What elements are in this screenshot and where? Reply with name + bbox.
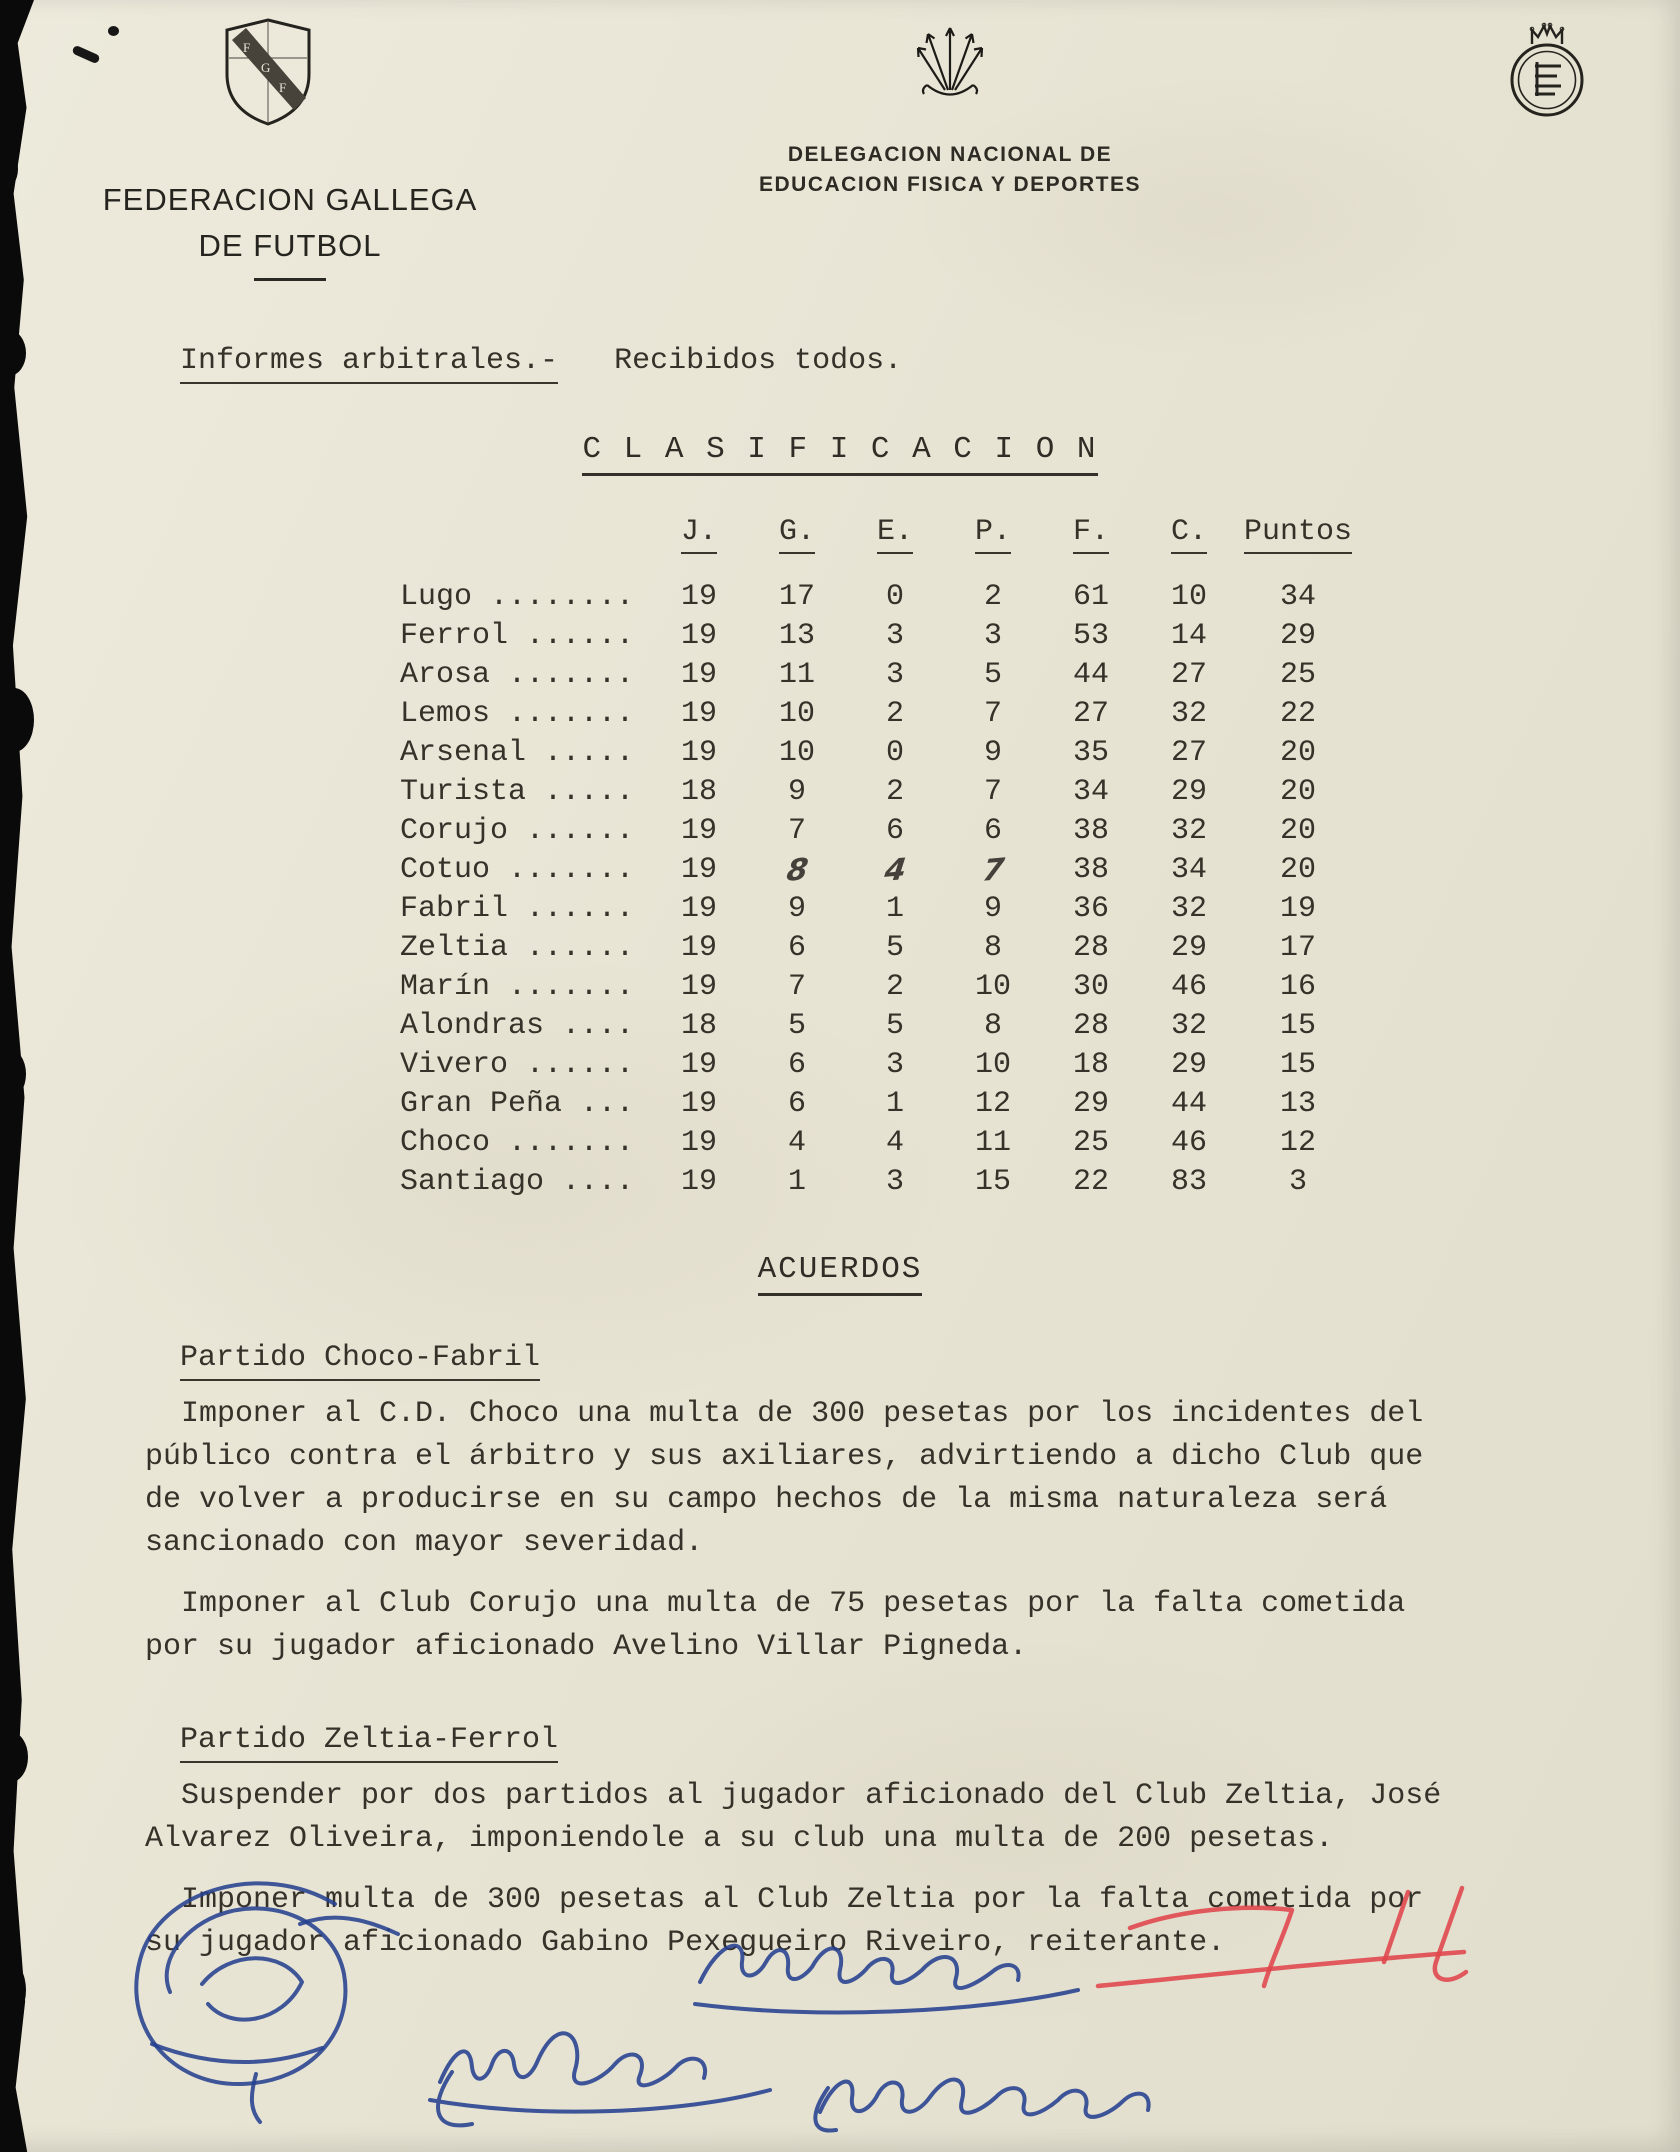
signature-2 <box>440 2033 705 2085</box>
stat-drawn: 4 <box>885 1126 904 1160</box>
stat-played: 19 <box>680 697 717 731</box>
stat-goals-against: 46 <box>1170 970 1207 1004</box>
stat-lost: 10 <box>974 970 1011 1004</box>
column-header-p: P. <box>975 515 1011 554</box>
stat-drawn: 3 <box>885 1165 904 1199</box>
stat-goals-for: 44 <box>1072 658 1109 692</box>
stat-points: 17 <box>1279 931 1316 965</box>
team-name: Lugo ........ <box>400 580 635 614</box>
table-row <box>400 968 1680 1007</box>
stat-won: 7 <box>787 814 806 848</box>
table-row <box>400 929 1680 968</box>
team-name: Santiago .... <box>400 1165 635 1199</box>
stat-points: 19 <box>1279 892 1316 926</box>
table-row <box>400 812 1680 851</box>
team-name: Cotuo ....... <box>400 853 635 887</box>
stat-played: 18 <box>680 775 717 809</box>
stat-played: 19 <box>680 1087 717 1121</box>
team-name: Fabril ...... <box>400 892 635 926</box>
acuerdos-title-wrap <box>0 1252 1680 1287</box>
team-name: Lemos ....... <box>400 697 635 731</box>
stat-lost: 7 <box>980 852 1006 889</box>
stat-drawn: 2 <box>885 775 904 809</box>
stat-lost: 9 <box>983 892 1002 926</box>
paragraph: Suspender por dos partidos al jugador aficionado del Club Zeltia, José Alvarez Oliveira, imponiendole a su club una multa de 200 pesetas. <box>145 1779 1442 1856</box>
stat-won: 9 <box>787 892 806 926</box>
stat-won: 11 <box>778 658 815 692</box>
table-row <box>400 1046 1680 1085</box>
column-header-j: J. <box>681 515 717 554</box>
stat-won: 17 <box>778 580 815 614</box>
paragraph: Imponer al Club Corujo una multa de 75 pesetas por la falta cometida por su jugador aficionado Avelino Villar Pigneda. <box>145 1587 1406 1664</box>
table-row <box>400 617 1680 656</box>
column-header-e: E. <box>877 515 913 554</box>
stat-goals-for: 30 <box>1072 970 1109 1004</box>
stat-played: 19 <box>680 970 717 1004</box>
stat-lost: 3 <box>983 619 1002 653</box>
team-name: Arosa ....... <box>400 658 635 692</box>
acuerdos-title: ACUERDOS <box>758 1252 923 1296</box>
stat-goals-for: 38 <box>1072 814 1109 848</box>
stat-goals-against: 32 <box>1170 1009 1207 1043</box>
organization-name <box>90 182 490 281</box>
classification-table <box>400 513 1680 1202</box>
stat-goals-against: 32 <box>1170 814 1207 848</box>
org-line-2: DE FUTBOL <box>198 228 382 263</box>
stat-won: 6 <box>787 1048 806 1082</box>
stat-goals-for: 38 <box>1072 853 1109 887</box>
stat-goals-against: 83 <box>1170 1165 1207 1199</box>
stat-lost: 6 <box>983 814 1002 848</box>
stat-played: 19 <box>680 580 717 614</box>
stat-points: 22 <box>1279 697 1316 731</box>
stat-won: 1 <box>787 1165 806 1199</box>
table-row <box>400 1085 1680 1124</box>
svg-text:F: F <box>243 40 251 55</box>
stat-lost: 8 <box>983 931 1002 965</box>
stat-won: 6 <box>787 931 806 965</box>
stat-goals-for: 18 <box>1072 1048 1109 1082</box>
column-header-f: F. <box>1073 515 1109 554</box>
stat-lost: 2 <box>983 580 1002 614</box>
stat-goals-for: 35 <box>1072 736 1109 770</box>
column-header-c: C. <box>1171 515 1207 554</box>
stat-lost: 5 <box>983 658 1002 692</box>
team-name: Alondras .... <box>400 1009 635 1043</box>
stat-goals-for: 34 <box>1072 775 1109 809</box>
stat-won: 10 <box>778 736 815 770</box>
stat-goals-against: 32 <box>1170 892 1207 926</box>
stat-won: 8 <box>784 852 810 889</box>
table-row <box>400 773 1680 812</box>
stat-goals-against: 29 <box>1170 1048 1207 1082</box>
table-row <box>400 890 1680 929</box>
stat-played: 19 <box>680 931 717 965</box>
team-name: Arsenal ..... <box>400 736 635 770</box>
shield-icon <box>222 16 314 128</box>
signature-1-inner <box>202 1918 398 2020</box>
stat-played: 19 <box>680 658 717 692</box>
stat-lost: 7 <box>983 775 1002 809</box>
stat-points: 3 <box>1288 1165 1307 1199</box>
stat-drawn: 2 <box>885 697 904 731</box>
stat-goals-against: 34 <box>1170 853 1207 887</box>
stat-drawn: 3 <box>885 619 904 653</box>
table-row <box>400 656 1680 695</box>
stat-goals-for: 28 <box>1072 1009 1109 1043</box>
stat-points: 12 <box>1279 1126 1316 1160</box>
stat-goals-against: 29 <box>1170 775 1207 809</box>
team-name: Zeltia ...... <box>400 931 635 965</box>
stat-drawn: 4 <box>882 852 908 889</box>
stat-points: 16 <box>1279 970 1316 1004</box>
stat-goals-for: 53 <box>1072 619 1109 653</box>
table-row <box>400 1124 1680 1163</box>
stat-drawn: 0 <box>885 580 904 614</box>
stat-played: 19 <box>680 1165 717 1199</box>
signature-3 <box>700 1946 1019 1988</box>
signature-5-marks <box>1384 1888 1466 1980</box>
table-row <box>400 578 1680 617</box>
team-name: Gran Peña ... <box>400 1087 635 1121</box>
stat-played: 19 <box>680 853 717 887</box>
document-header <box>0 0 1680 330</box>
stat-goals-against: 29 <box>1170 931 1207 965</box>
svg-text:G: G <box>261 60 271 75</box>
eagle-arrows-icon <box>915 24 985 102</box>
stat-won: 10 <box>778 697 815 731</box>
signature-3-underline <box>695 1990 1078 2012</box>
stat-points: 15 <box>1279 1048 1316 1082</box>
stat-goals-for: 36 <box>1072 892 1109 926</box>
stat-lost: 12 <box>974 1087 1011 1121</box>
paragraph: Imponer multa de 300 pesetas al Club Zeltia por la falta cometida por su jugador aficionado Gabino Pexegueiro Riveiro, reiterante. <box>145 1883 1424 1960</box>
stat-won: 7 <box>787 970 806 1004</box>
report-label: Informes arbitrales.- <box>180 344 558 384</box>
classification-rows <box>400 578 1680 1202</box>
signatures-area <box>0 1832 1680 2152</box>
stat-goals-for: 22 <box>1072 1165 1109 1199</box>
signature-4 <box>815 2080 1148 2131</box>
stat-points: 20 <box>1279 853 1316 887</box>
stat-goals-for: 29 <box>1072 1087 1109 1121</box>
stat-goals-against: 27 <box>1170 736 1207 770</box>
stat-drawn: 6 <box>885 814 904 848</box>
stat-played: 19 <box>680 1048 717 1082</box>
ink-mark <box>108 26 119 36</box>
paragraph: Imponer al C.D. Choco una multa de 300 pesetas por los incidentes del público contra el árbitro y sus axiliares, advirtiendo a dicho Club que de volver a producirse en su campo hechos de la misma naturaleza será sancionado con mayor severidad. <box>145 1397 1424 1560</box>
report-line <box>180 344 1680 378</box>
stat-points: 34 <box>1279 580 1316 614</box>
stat-played: 19 <box>680 619 717 653</box>
column-header-puntos: Puntos <box>1244 515 1352 554</box>
stat-won: 4 <box>787 1126 806 1160</box>
stat-played: 19 <box>680 736 717 770</box>
stat-played: 18 <box>680 1009 717 1043</box>
section-heading-text: Partido Zeltia-Ferrol <box>180 1723 558 1763</box>
classification-header-row <box>400 513 1680 552</box>
stat-points: 20 <box>1279 775 1316 809</box>
table-row <box>400 851 1680 890</box>
svg-text:F: F <box>279 80 287 95</box>
team-name: Choco ....... <box>400 1126 635 1160</box>
team-column-spacer <box>400 513 650 552</box>
stat-won: 5 <box>787 1009 806 1043</box>
stat-points: 13 <box>1279 1087 1316 1121</box>
team-name: Turista ..... <box>400 775 635 809</box>
report-value: Recibidos todos. <box>614 344 903 378</box>
team-name: Ferrol ...... <box>400 619 635 653</box>
classification-title-wrap <box>0 432 1680 467</box>
stat-won: 6 <box>787 1087 806 1121</box>
signature-1 <box>136 1883 345 2084</box>
stat-drawn: 5 <box>885 1009 904 1043</box>
stat-lost: 8 <box>983 1009 1002 1043</box>
stat-played: 19 <box>680 814 717 848</box>
org-underline <box>254 278 326 281</box>
stat-points: 20 <box>1279 736 1316 770</box>
team-name: Vivero ...... <box>400 1048 635 1082</box>
scan-hole <box>0 688 34 752</box>
stat-drawn: 3 <box>885 1048 904 1082</box>
stat-played: 19 <box>680 892 717 926</box>
stat-points: 15 <box>1279 1009 1316 1043</box>
table-row <box>400 1163 1680 1202</box>
stat-drawn: 3 <box>885 658 904 692</box>
team-name: Marín ....... <box>400 970 635 1004</box>
stat-lost: 9 <box>983 736 1002 770</box>
stat-goals-for: 61 <box>1072 580 1109 614</box>
stat-played: 19 <box>680 1126 717 1160</box>
stat-goals-against: 46 <box>1170 1126 1207 1160</box>
stat-lost: 10 <box>974 1048 1011 1082</box>
federation-shield-logo <box>222 16 314 128</box>
stat-won: 13 <box>778 619 815 653</box>
national-delegation-emblem <box>915 24 985 102</box>
section-heading <box>180 1723 1680 1757</box>
stat-points: 25 <box>1279 658 1316 692</box>
stat-goals-for: 25 <box>1072 1126 1109 1160</box>
delegation-line-2: EDUCACION FISICA Y DEPORTES <box>759 173 1141 196</box>
team-name: Corujo ...... <box>400 814 635 848</box>
stat-goals-for: 27 <box>1072 697 1109 731</box>
stat-goals-against: 32 <box>1170 697 1207 731</box>
section-heading-text: Partido Choco-Fabril <box>180 1341 540 1381</box>
org-line-1: FEDERACION GALLEGA <box>102 182 478 217</box>
stat-won: 9 <box>787 775 806 809</box>
stat-points: 20 <box>1279 814 1316 848</box>
table-row <box>400 734 1680 773</box>
section-choco-fabril <box>145 1341 1680 1669</box>
stat-drawn: 2 <box>885 970 904 1004</box>
delegation-title <box>735 140 1165 200</box>
classification-title: C L A S I F I C A C I O N <box>582 432 1097 476</box>
crowned-crest-icon <box>1502 20 1590 122</box>
stat-goals-for: 28 <box>1072 931 1109 965</box>
stat-points: 29 <box>1279 619 1316 653</box>
royal-federation-crest <box>1502 20 1590 122</box>
signature-5-line <box>1098 1952 1464 1986</box>
stat-lost: 7 <box>983 697 1002 731</box>
stat-goals-against: 44 <box>1170 1087 1207 1121</box>
stat-lost: 11 <box>974 1126 1011 1160</box>
delegation-line-1: DELEGACION NACIONAL DE <box>787 143 1113 166</box>
column-header-g: G. <box>779 515 815 554</box>
scan-hole <box>0 1732 28 1782</box>
stat-goals-against: 14 <box>1170 619 1207 653</box>
stat-drawn: 0 <box>885 736 904 770</box>
stat-goals-against: 27 <box>1170 658 1207 692</box>
section-heading <box>180 1341 1680 1375</box>
table-row <box>400 695 1680 734</box>
table-row <box>400 1007 1680 1046</box>
stat-drawn: 1 <box>885 892 904 926</box>
scan-hole <box>0 330 26 376</box>
stat-drawn: 1 <box>885 1087 904 1121</box>
stat-drawn: 5 <box>885 931 904 965</box>
stat-goals-against: 10 <box>1170 580 1207 614</box>
stat-lost: 15 <box>974 1165 1011 1199</box>
